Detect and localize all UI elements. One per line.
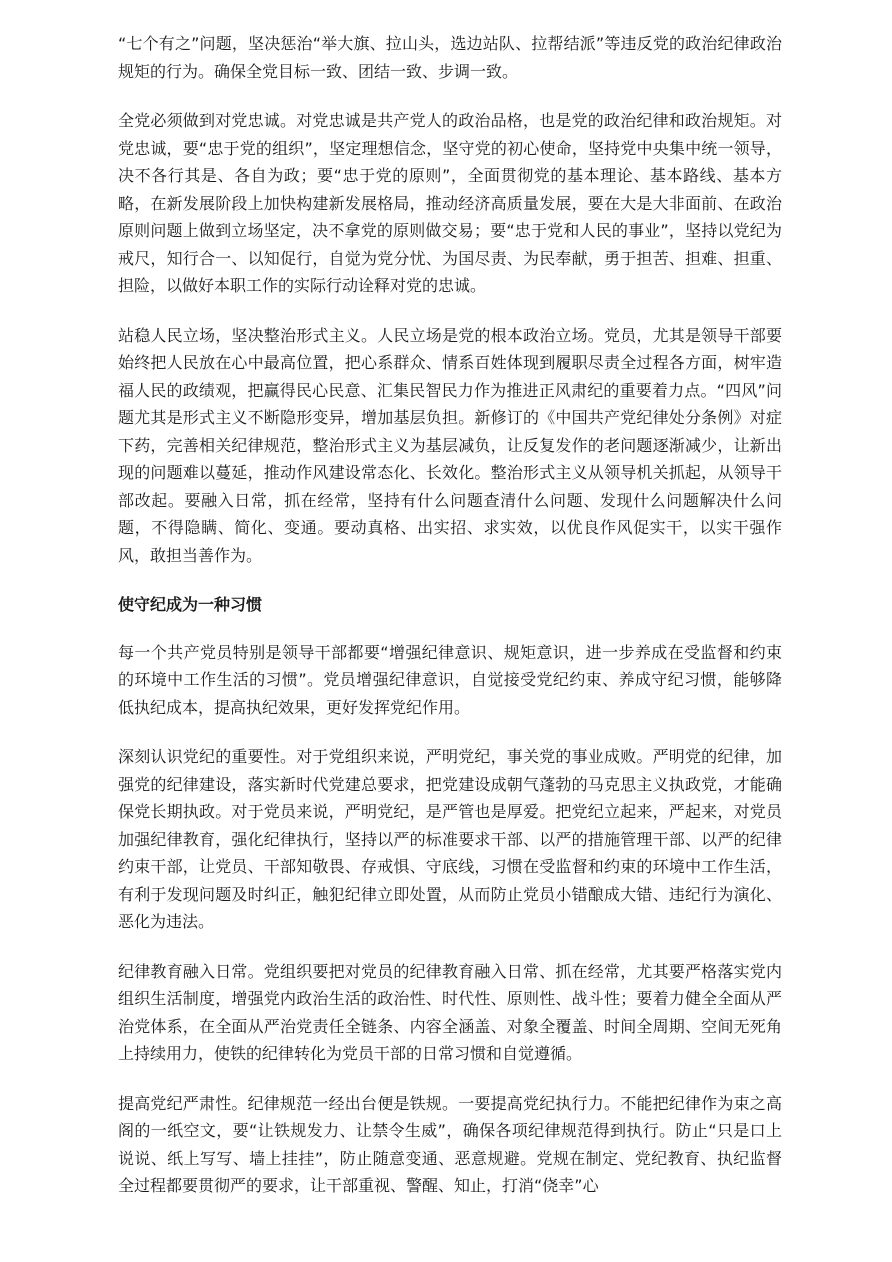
paragraph-daily-education: 纪律教育融入日常。党组织要把对党员的纪律教育融入日常、抓在经常，尤其要严格落实党内组织生活制度，增强党内政治生活的政治性、时代性、原则性、战斗性；要着力健全全面从严治党体系，在全面从严治党责任全链条、内容全涵盖、对象全覆盖、时间全周期、空间无死角上持续用力，使铁的纪律转化为党员干部的日常习惯和自觉遵循。 [118, 961, 782, 1063]
section-heading: 使守纪成为一种习惯 [118, 595, 263, 614]
paragraph-importance: 深刻认识党纪的重要性。对于党组织来说，严明党纪，事关党的事业成败。严明党的纪律，加强党的纪律建设，落实新时代党建总要求，把党建设成朝气蓬勃的马克思主义执政党，才能确保党长期执政。对于党员来说，严明党纪，是严管也是厚爱。把党纪立起来，严起来，对党员加强纪律教育，强化纪律执行，坚持以严的标准要求干部、以严的措施管理干部、以严的纪律约束干部，让党员、干部知敬畏、存戒惧、守底线，习惯在受监督和约束的环境中工作生活，有利于发现问题及时纠正，触犯纪律立即处置，从而防止党员小错酿成大错、违纪行为演化、恶化为违法。 [118, 747, 782, 931]
article-body [118, 30, 782, 1222]
paragraph-seven-issues: “七个有之”问题，坚决惩治“举大旗、拉山头，选边站队、拉帮结派”等违反党的政治纪律政治规矩的行为。确保全党目标一致、团结一致、步调一致。 [118, 34, 782, 81]
paragraph-loyalty: 全党必须做到对党忠诚。对党忠诚是共产党人的政治品格，也是党的政治纪律和政治规矩。对党忠诚，要“忠于党的组织”，坚定理想信念，坚守党的初心使命，坚持党中央集中统一领导，决不各行其是、各自为政；要“忠于党的原则”，全面贯彻党的基本理论、基本路线、基本方略，在新发展阶段上加快构建新发展格局，推动经济高质量发展，要在大是大非面前、在政治原则问题上做到立场坚定，决不拿党的原则做交易；要“忠于党和人民的事业”，坚持以党纪为戒尺，知行合一、以知促行，自觉为党分忧、为国尽责、为民奉献，勇于担苦、担难、担重、担险，以做好本职工作的实际行动诠释对党的忠诚。 [118, 111, 782, 295]
paragraph-seriousness: 提高党纪严肃性。纪律规范一经出台便是铁规。一要提高党纪执行力。不能把纪律作为束之高阁的一纸空文，要“让铁规发力、让禁令生威”，确保各项纪律规范得到执行。防止“只是口上说说、纸上写写、墙上挂挂”，防止随意变通、恶意规避。党规在制定、党纪教育、执纪监督全过程都要贯彻严的要求，让干部重视、警醒、知止，打消“侥幸”心 [118, 1093, 782, 1195]
paragraph-people-stance: 站稳人民立场，坚决整治形式主义。人民立场是党的根本政治立场。党员，尤其是领导干部要始终把人民放在心中最高位置，把心系群众、情系百姓体现到履职尽责全过程各方面，树牢造福人民的政绩观，把赢得民心民意、汇集民智民力作为推进正风肃纪的重要着力点。“四风”问题尤其是形式主义不断隐形变异，增加基层负担。新修订的《中国共产党纪律处分条例》对症下药，完善相关纪律规范，整治形式主义为基层减负，让反复发作的老问题逐渐减少，让新出现的问题难以蔓延，推动作风建设常态化、长效化。整治形式主义从领导机关抓起，从领导干部改起。要融入日常，抓在经常，坚持有什么问题查清什么问题、发现什么问题解决什么问题，不得隐瞒、简化、变通。要动真格、出实招、求实效，以优良作风促实干，以实干强作风，敢担当善作为。 [118, 325, 782, 565]
paragraph-discipline-awareness: 每一个共产党员特别是领导干部都要“增强纪律意识、规矩意识，进一步养成在受监督和约束的环境中工作生活的习惯”。党员增强纪律意识，自觉接受党纪约束、养成守纪习惯，能够降低执纪成本，提高执纪效果，更好发挥党纪作用。 [118, 642, 782, 717]
